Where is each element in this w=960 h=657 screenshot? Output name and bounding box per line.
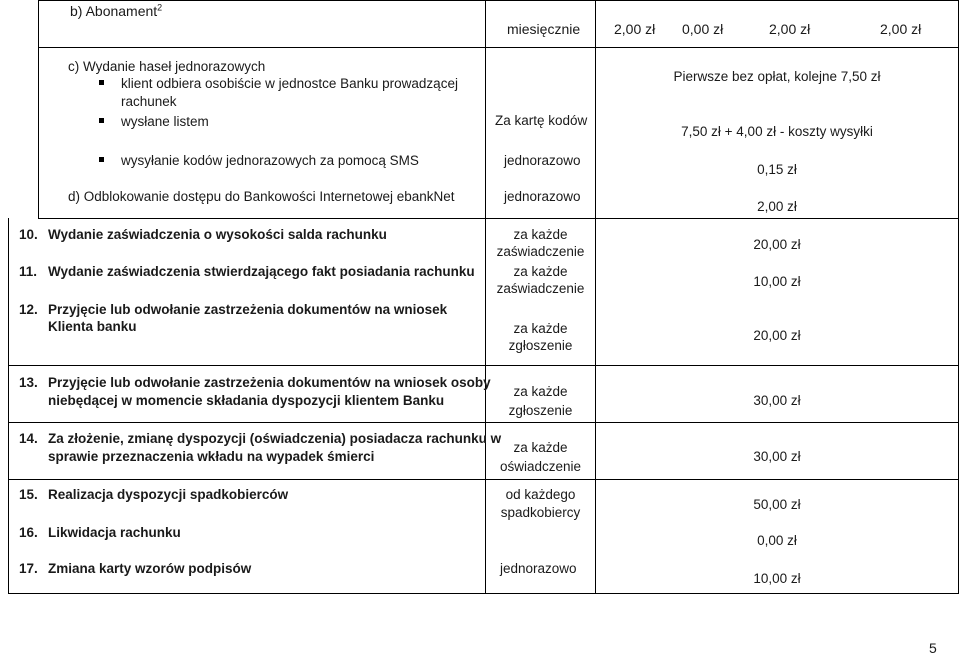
table-border-bottom xyxy=(8,593,958,594)
row-14-label: Za złożenie, zmianę dyspozycji (oświadczenia) posiadacza rachunku w xyxy=(48,431,502,446)
row-16-label: Likwidacja rachunku xyxy=(48,525,181,540)
bullet-icon xyxy=(99,118,104,123)
abonament-fee-3: 2,00 zł xyxy=(769,21,811,37)
bullet-icon xyxy=(99,157,104,162)
row-10-unit: za każde xyxy=(513,227,568,242)
row-15-fee: 50,00 zł xyxy=(753,497,801,512)
row-divider xyxy=(8,365,958,366)
row-11-unit-2: zaświadczenie xyxy=(496,281,585,296)
odblokowanie-unit: jednorazowo xyxy=(504,189,581,204)
row-12-unit: za każde xyxy=(513,321,568,336)
abonament-fee-4: 2,00 zł xyxy=(880,21,922,37)
hasla-label: c) Wydanie haseł jednorazowych xyxy=(68,59,266,74)
hasla-fee-1: Pierwsze bez opłat, kolejne 7,50 zł xyxy=(673,69,881,84)
table-border-right xyxy=(958,0,959,594)
row-15-unit-2: spadkobiercy xyxy=(500,505,581,520)
abonament-label: b) Abonament$^2$ xyxy=(70,2,163,19)
bullet-icon xyxy=(99,80,104,85)
row-13-unit-2: zgłoszenie xyxy=(508,403,573,418)
hasla-item: wysłane listem xyxy=(121,114,209,129)
row-12-fee: 20,00 zł xyxy=(753,328,801,343)
hasla-item: rachunek xyxy=(121,94,177,109)
hasla-fee-3: 0,15 zł xyxy=(757,162,797,177)
row-number: 11. xyxy=(19,264,38,279)
row-divider xyxy=(8,479,958,480)
row-17-fee: 10,00 zł xyxy=(753,571,801,586)
row-13-label-2: niebędącej w momencie składania dyspozycji klientem Banku xyxy=(48,393,445,408)
odblokowanie-label: d) Odblokowanie dostępu do Bankowości Internetowej ebankNet xyxy=(68,189,455,204)
row-17-label: Zmiana karty wzorów podpisów xyxy=(48,561,252,576)
row-14-label-2: sprawie przeznaczenia wkładu na wypadek śmierci xyxy=(48,449,375,464)
row-15-label: Realizacja dyspozycji spadkobierców xyxy=(48,487,289,502)
row-11-fee: 10,00 zł xyxy=(753,274,801,289)
row-divider xyxy=(38,218,958,219)
table-border-left xyxy=(8,218,9,594)
hasla-item: wysyłanie kodów jednorazowych za pomocą SMS xyxy=(121,153,419,168)
row-12-label: Przyjęcie lub odwołanie zastrzeżenia dokumentów na wniosek xyxy=(48,302,448,317)
row-13-label: Przyjęcie lub odwołanie zastrzeżenia dokumentów na wniosek osoby xyxy=(48,375,491,390)
abonament-fee-1: 2,00 zł xyxy=(614,21,656,37)
row-14-unit-2: oświadczenie xyxy=(499,459,582,474)
page-number: 5 xyxy=(929,640,937,656)
abonament-unit: miesięcznie xyxy=(507,21,581,37)
row-number: 13. xyxy=(19,375,38,390)
row-divider xyxy=(38,47,958,48)
row-16-fee: 0,00 zł xyxy=(757,533,797,548)
row-number: 10. xyxy=(19,227,38,242)
hasla-fee-2: 7,50 zł + 4,00 zł - koszty wysyłki xyxy=(681,124,873,139)
row-10-fee: 20,00 zł xyxy=(753,237,801,252)
row-14-fee: 30,00 zł xyxy=(753,449,801,464)
row-number: 15. xyxy=(19,487,38,502)
row-number: 17. xyxy=(19,561,38,576)
row-11-unit: za każde xyxy=(513,264,568,279)
hasla-item: klient odbiera osobiście w jednostce Banku prowadzącej xyxy=(121,76,458,91)
table-border-left-upper xyxy=(38,0,39,219)
row-divider xyxy=(8,422,958,423)
row-12-label-2: Klienta banku xyxy=(48,319,137,334)
row-number: 12. xyxy=(19,302,38,317)
hasla-unit-sms: jednorazowo xyxy=(504,153,581,168)
row-15-unit: od każdego xyxy=(505,487,576,502)
row-10-unit-2: zaświadczenie xyxy=(496,244,585,259)
row-number: 16. xyxy=(19,525,38,540)
abonament-fee-2: 0,00 zł xyxy=(682,21,724,37)
row-number: 14. xyxy=(19,431,38,446)
row-14-unit: za każde xyxy=(513,440,568,455)
row-13-unit: za każde xyxy=(513,384,568,399)
row-10-label: Wydanie zaświadczenia o wysokości salda rachunku xyxy=(48,227,387,242)
hasla-unit-card: Za kartę kodów xyxy=(495,113,588,128)
row-11-label: Wydanie zaświadczenia stwierdzającego fakt posiadania rachunku xyxy=(48,264,475,279)
row-17-unit: jednorazowo xyxy=(500,561,577,576)
odblokowanie-fee: 2,00 zł xyxy=(757,199,797,214)
table-border-top xyxy=(38,0,958,1)
row-13-fee: 30,00 zł xyxy=(753,393,801,408)
row-12-unit-2: zgłoszenie xyxy=(508,338,573,353)
